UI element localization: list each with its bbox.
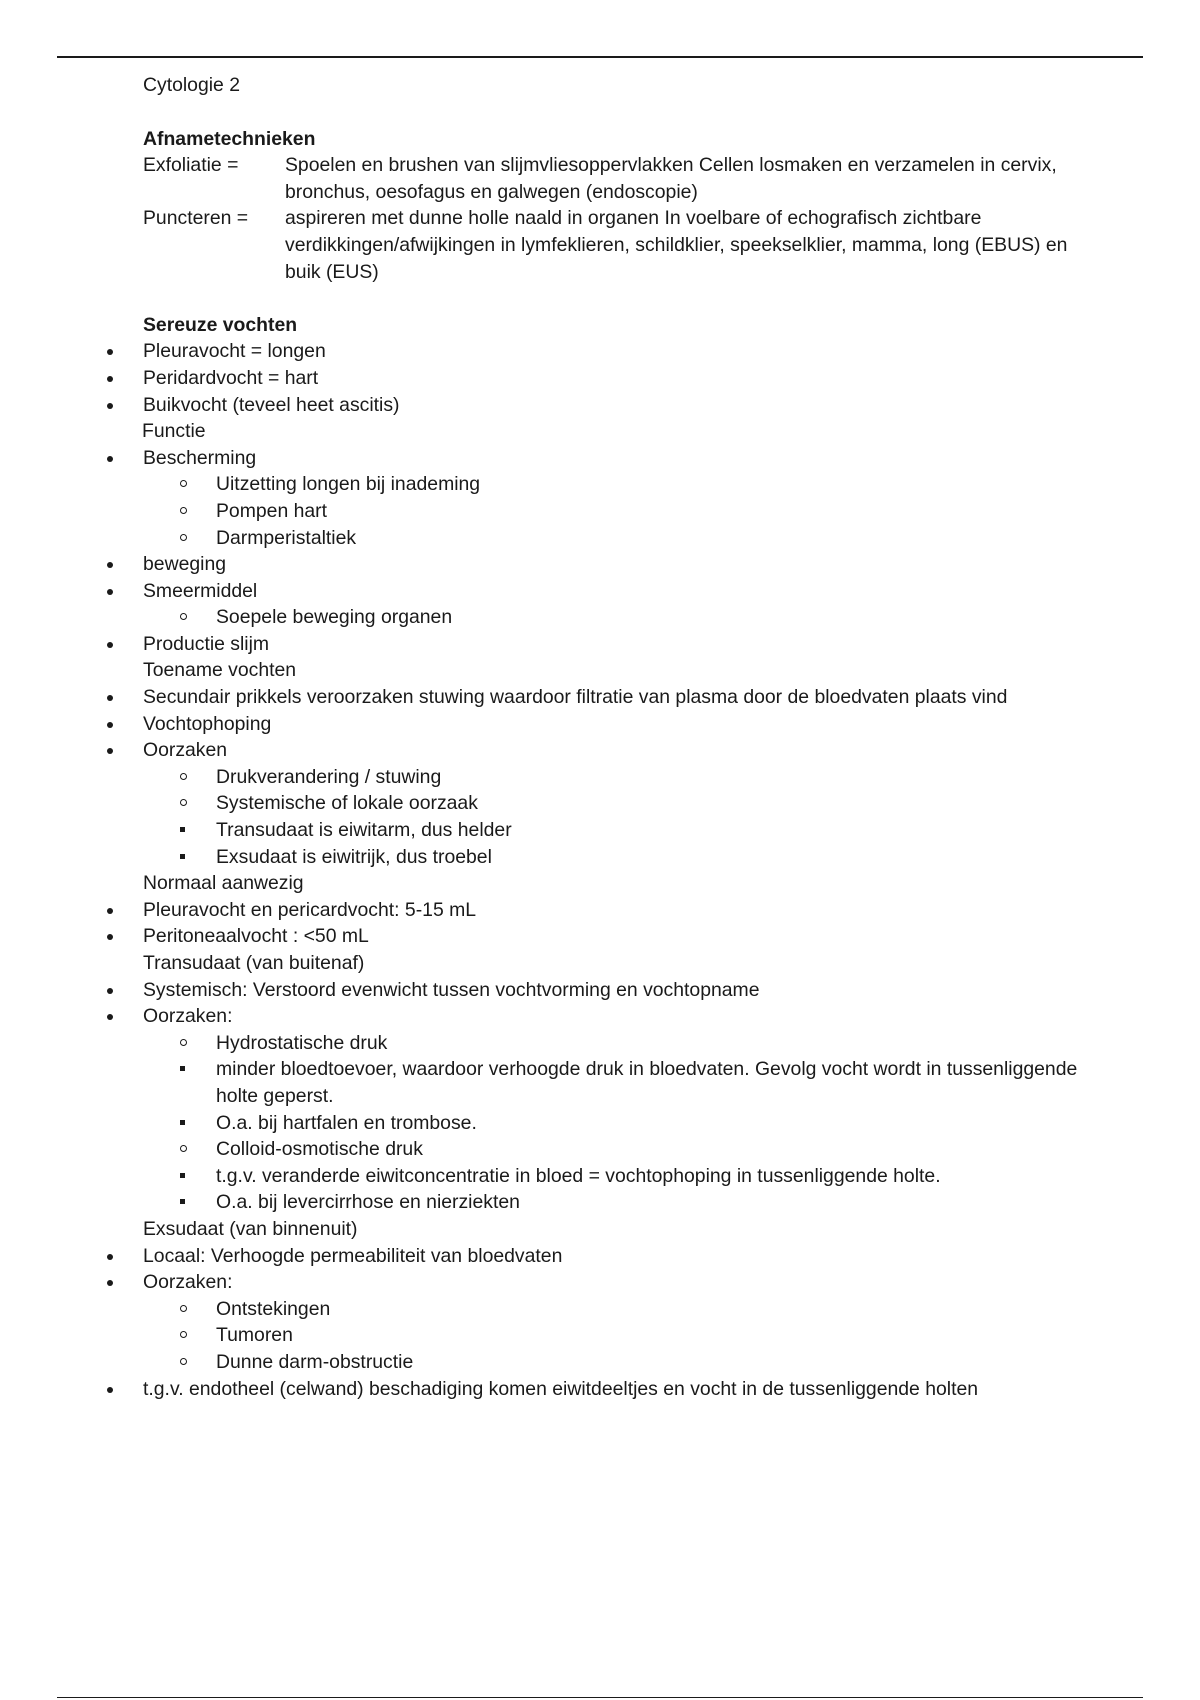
label-functie: Functie xyxy=(142,420,206,443)
circle-bullet-icon xyxy=(180,507,187,514)
circle-bullet-icon xyxy=(180,480,187,487)
list-item: Secundair prikkels veroorzaken stuwing waardoor filtratie van plasma door de bloedvaten plaats vind xyxy=(70,684,1093,711)
subsublist-item: Exsudaat is eiwitrijk, dus troebel xyxy=(0,844,1093,871)
definition-description: Spoelen en brushen van slijmvliesoppervlakken Cellen losmaken en verzamelen in cervix, bronchus, oesofagus en galwegen (endoscopie) xyxy=(285,154,1057,203)
bullet-icon xyxy=(107,403,113,409)
bullet-icon xyxy=(107,376,113,382)
page-header: Cytologie 2 xyxy=(143,74,241,96)
subsublist-item: t.g.v. veranderde eiwitconcentratie in bloed = vochtophoping in tussenliggende holte. xyxy=(0,1163,1093,1190)
list-item: Oorzaken: Hydrostatische druk minder bloedtoevoer, waardoor verhoogde druk in bloedvaten. Gevolg vocht wordt in tussenliggende holte geperst. O.a. bij hartfalen en trombose. Colloid-osmotische druk t.g.v. veranderde eiwitconcentratie in bloed = vochtophoping in tussenliggende holte. O.a. bij levercirrhose en nierziekten xyxy=(70,1003,1093,1216)
footer-rule xyxy=(57,1697,1143,1698)
bullet-icon xyxy=(107,1014,113,1020)
sublist-item: Hydrostatische druk minder bloedtoevoer, waardoor verhoogde druk in bloedvaten. Gevolg vocht wordt in tussenliggende holte geperst. O.a. bij hartfalen en trombose. xyxy=(70,1030,1093,1136)
circle-bullet-icon xyxy=(180,1331,187,1338)
list-item: Pleuravocht en pericardvocht: 5-15 mL xyxy=(70,897,1093,924)
bullet-icon xyxy=(107,695,113,701)
list-item: Productie slijm xyxy=(70,631,1093,658)
square-bullet-icon xyxy=(180,1199,185,1204)
sublist xyxy=(143,1296,1093,1376)
circle-bullet-icon xyxy=(180,1145,187,1152)
square-bullet-icon xyxy=(180,1120,185,1125)
bullet-icon xyxy=(107,1387,113,1393)
list-item: Smeermiddel Soepele beweging organen xyxy=(70,578,1093,631)
list-item: Buikvocht (teveel heet ascitis) xyxy=(70,392,1093,419)
subsublist xyxy=(143,1056,1093,1136)
sublist xyxy=(143,1030,1093,1216)
bullet-icon xyxy=(107,349,113,355)
list-item: beweging xyxy=(70,551,1093,578)
square-bullet-icon xyxy=(180,854,185,859)
square-bullet-icon xyxy=(180,1173,185,1178)
sublist xyxy=(143,764,1093,870)
circle-bullet-icon xyxy=(180,1039,187,1046)
circle-bullet-icon xyxy=(180,1358,187,1365)
transudaat-list xyxy=(70,977,1093,1216)
circle-bullet-icon xyxy=(180,799,187,806)
label-normaal-aanwezig: Normaal aanwezig xyxy=(143,872,304,895)
circle-bullet-icon xyxy=(180,773,187,780)
bullet-icon xyxy=(107,456,113,462)
toename-list xyxy=(70,684,1093,870)
sublist-item: Darmperistaltiek xyxy=(70,525,1093,552)
bullet-icon xyxy=(107,589,113,595)
list-item: t.g.v. endotheel (celwand) beschadiging komen eiwitdeeltjes en vocht in de tussenliggende holten xyxy=(70,1376,1093,1403)
sublist-item: Systemische of lokale oorzaak Transudaat is eiwitarm, dus helder Exsudaat is eiwitrijk, dus troebel xyxy=(70,790,1093,870)
exsudaat-list xyxy=(70,1243,1093,1403)
section-heading-sereuze-vochten: Sereuze vochten xyxy=(143,313,298,336)
list-item: Oorzaken: Ontstekingen Tumoren Dunne darm-obstructie xyxy=(70,1269,1093,1375)
subsublist xyxy=(143,1163,1093,1216)
bullet-icon xyxy=(107,562,113,568)
list-item: Pleuravocht = longen xyxy=(70,338,1093,365)
sublist-item: Uitzetting longen bij inademing xyxy=(70,471,1093,498)
definition-table xyxy=(143,152,1093,285)
list-item: Bescherming Uitzetting longen bij inademing Pompen hart Darmperistaltiek xyxy=(70,445,1093,551)
section-heading-afnametechnieken: Afnametechnieken xyxy=(143,127,316,150)
subsublist-item: O.a. bij levercirrhose en nierziekten xyxy=(0,1189,1093,1216)
label-toename-vochten: Toename vochten xyxy=(143,659,297,682)
header-rule xyxy=(57,56,1143,58)
document-body xyxy=(143,72,1093,1402)
bullet-icon xyxy=(107,642,113,648)
list-item: Systemisch: Verstoord evenwicht tussen vochtvorming en vochtopname xyxy=(70,977,1093,1004)
list-item: Oorzaken Drukverandering / stuwing Systemische of lokale oorzaak Transudaat is eiwitarm, dus helder Exsudaat is eiwitrijk, dus troebel xyxy=(70,737,1093,870)
sublist xyxy=(143,604,1093,631)
label-transudaat: Transudaat (van buitenaf) xyxy=(143,952,365,974)
subsublist-item: minder bloedtoevoer, waardoor verhoogde druk in bloedvaten. Gevolg vocht wordt in tussenliggende holte geperst. xyxy=(0,1056,1093,1109)
sublist-item: Drukverandering / stuwing xyxy=(70,764,1093,791)
functie-list xyxy=(70,445,1093,658)
sublist-item: Pompen hart xyxy=(70,498,1093,525)
sublist-item: Tumoren xyxy=(70,1322,1093,1349)
list-item: Peridardvocht = hart xyxy=(70,365,1093,392)
sublist-item: Ontstekingen xyxy=(70,1296,1093,1323)
circle-bullet-icon xyxy=(180,534,187,541)
subsublist-item: Transudaat is eiwitarm, dus helder xyxy=(0,817,1093,844)
bullet-icon xyxy=(107,934,113,940)
sublist-item: Dunne darm-obstructie xyxy=(70,1349,1093,1376)
sublist-item: Soepele beweging organen xyxy=(70,604,1093,631)
circle-bullet-icon xyxy=(180,613,187,620)
normaal-list xyxy=(70,897,1093,950)
subsublist xyxy=(143,817,1093,870)
list-item: Vochtophoping xyxy=(70,711,1093,738)
sereuze-list xyxy=(70,338,1093,418)
label-exsudaat: Exsudaat (van binnenuit) xyxy=(143,1217,358,1240)
bullet-icon xyxy=(107,988,113,994)
circle-bullet-icon xyxy=(180,1305,187,1312)
bullet-icon xyxy=(107,722,113,728)
subsublist-item: O.a. bij hartfalen en trombose. xyxy=(0,1110,1093,1137)
bullet-icon xyxy=(107,908,113,914)
bullet-icon xyxy=(107,748,113,754)
sublist xyxy=(143,471,1093,551)
square-bullet-icon xyxy=(180,827,185,832)
definition-description: aspireren met dunne holle naald in organen In voelbare of echografisch zichtbare verdikkingen/afwijkingen in lymfeklieren, schildklier, speekselklier, mamma, long (EBUS) en buik (EUS) xyxy=(285,207,1068,283)
list-item: Peritoneaalvocht : <50 mL xyxy=(70,923,1093,950)
bullet-icon xyxy=(107,1280,113,1286)
definition-term: Exfoliatie = xyxy=(143,154,239,177)
list-item: Locaal: Verhoogde permeabiliteit van bloedvaten xyxy=(70,1243,1093,1270)
definition-term: Puncteren = xyxy=(143,207,249,230)
bullet-icon xyxy=(107,1254,113,1260)
sublist-item: Colloid-osmotische druk t.g.v. veranderde eiwitconcentratie in bloed = vochtophoping in tussenliggende holte. O.a. bij levercirrhose en nierziekten xyxy=(70,1136,1093,1216)
square-bullet-icon xyxy=(180,1066,185,1071)
